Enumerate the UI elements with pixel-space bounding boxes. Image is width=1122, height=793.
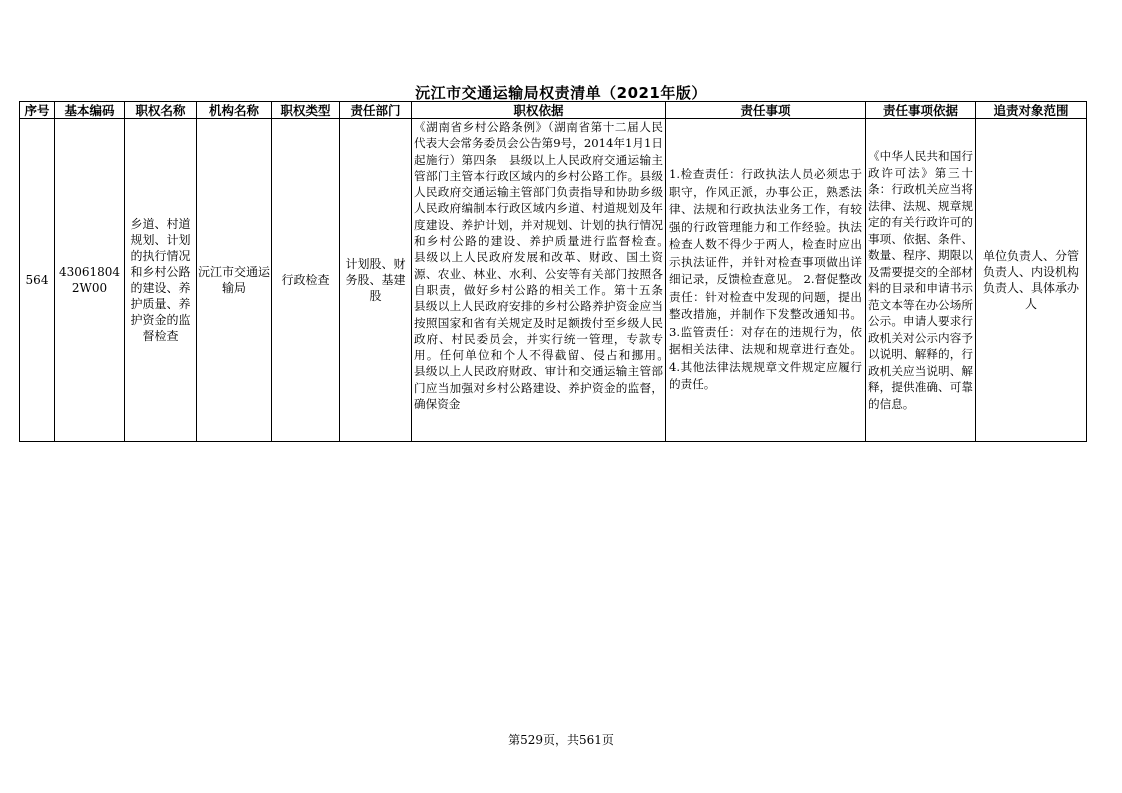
page-footer: 第529页，共561页 [508, 733, 614, 747]
cell-code [55, 119, 125, 442]
header-code: 基本编码 [55, 102, 125, 119]
cell-duty-basis [866, 119, 976, 442]
header-duties: 责任事项 [666, 102, 866, 119]
cell-department-text: 计划股、财务股、基建股 [345, 257, 406, 303]
cell-basis-text: 《湖南省乡村公路条例》（湖南省第十二届人民代表大会常务委员会公告第9号，2014年1月1日起施行）第四条 县级以上人民政府交通运输主管部门主管本行政区域内的乡村公路工作。县级人民政府交通运输主管部门负责指导和协助乡级人民政府编制本行政区域内乡道、村道规划及年度建设、养护计划，并对规划、计划的执行情况和乡村公路的建设、养护质量进行监督检查。 县级以上人民政府发展和改革、财政、国土资源、农业、林业、水利、公安等有关部门按照各自职责，做好乡村公路的相关工作。第十五条 县级以上人民政府安排的乡村公路养护资金应当按照国家和省有关规定及时足额拨付至乡级人民政府、村民委员会，并实行统一管理，专款专用。任何单位和个人不得截留、侵占和挪用。 县级以上人民政府财政、审计和交通运输主管部门应当加强对乡村公路建设、养护资金的监督，确保资金 [414, 120, 663, 412]
cell-duties-text: 1.检查责任：行政执法人员必须忠于职守，作风正派，办事公正，熟悉法律、法规和行政执法业务工作，有较强的行政管理能力和工作经验。执法检查人数不得少于两人，检查时应出示执法证件，并针对检查事项做出详细记录，反馈检查意见。 2.督促整改责任：针对检查中发现的问题，提出整改措施，并制作下发整改通知书。 3.监管责任：对存在的违规行为，依据相关法律、法规和规章进行查处。 4.其他法律法规规章文件规定应履行的责任。 [669, 167, 862, 392]
cell-power-type: 行政检查 [272, 119, 340, 442]
cell-agency [197, 119, 272, 442]
cell-power-name [125, 119, 197, 442]
header-basis: 职权依据 [412, 102, 666, 119]
cell-basis [412, 119, 666, 442]
header-power-type: 职权类型 [272, 102, 340, 119]
cell-accountability-text: 单位负责人、分管负责人、内设机构负责人、具体承办人 [982, 249, 1079, 311]
header-row [20, 102, 1087, 119]
duty-list-table [19, 101, 1087, 442]
cell-code-text: 430618042W00 [58, 265, 121, 295]
header-power-name: 职权名称 [125, 102, 197, 119]
cell-seq: 564 [20, 119, 55, 442]
document-title: 沅江市交通运输局权责清单（2021年版） [415, 84, 707, 102]
header-department: 责任部门 [340, 102, 412, 119]
header-duty-basis: 责任事项依据 [866, 102, 976, 119]
header-accountability: 追责对象范围 [976, 102, 1087, 119]
cell-accountability [976, 119, 1087, 442]
header-seq: 序号 [20, 102, 55, 119]
header-agency: 机构名称 [197, 102, 272, 119]
table-row [20, 119, 1087, 442]
cell-agency-text: 沅江市交通运输局 [198, 265, 271, 295]
cell-power-name-text: 乡道、村道规划、计划的执行情况和乡村公路的建设、养护质量、养护资金的监督检查 [130, 217, 191, 343]
cell-duties [666, 119, 866, 442]
cell-department [340, 119, 412, 442]
cell-duty-basis-text: 《中华人民共和国行政许可法》第三十条：行政机关应当将法律、法规、规章规定的有关行政许可的事项、依据、条件、数量、程序、期限以及需要提交的全部材料的目录和申请书示范文本等在办公场所公示。申请人要求行政机关对公示内容予以说明、解释的，行政机关应当说明、解释，提供准确、可靠的信息。 [868, 149, 973, 411]
